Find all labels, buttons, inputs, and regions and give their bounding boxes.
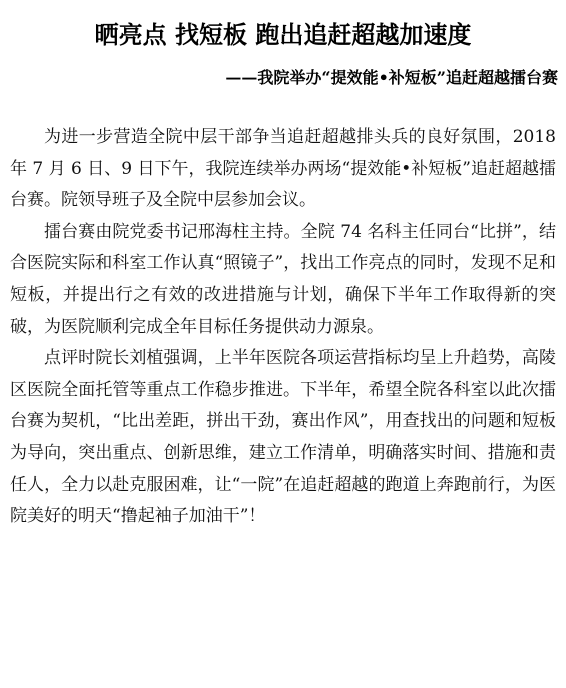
paragraph-review: 点评时院长刘植强调，上半年医院各项运营指标均呈上升趋势，高陵区医院全面托管等重点工作稳步推进。下半年，希望全院各科室以此次擂台赛为契机，“比出差距，拼出干劲，赛出作风”，用查找出的问题和短板为导向，突出重点、创新思维，建立工作清单，明确落实时间、措施和责任人，全力以赴克服困难，让“一院”在追赶超越的跑道上奔跑前行，为医院美好的明天“撸起袖子加油干”！ [10, 348, 556, 527]
article-subtitle: ——我院举办“提效能•补短板”追赶超越擂台赛 [225, 68, 558, 87]
article-title: 晒亮点 找短板 跑出追赶超越加速度 [94, 20, 472, 49]
paragraph-intro: 为进一步营造全院中层干部争当追赶超越排头兵的良好氛围，2018 年 7 月 6 日、9 日下午，我院连续举办两场“提效能•补短板”追赶超越擂台赛。院领导班子及全院中层参加会议。 [10, 127, 556, 211]
article-body [10, 122, 556, 533]
paragraph-contest: 擂台赛由院党委书记邢海柱主持。全院 74 名科主任同台“比拼”，结合医院实际和科室工作认真“照镜子”，找出工作亮点的同时，发现不足和短板，并提出行之有效的改进措施与计划，确保下半年工作取得新的突破，为医院顺利完成全年目标任务提供动力源泉。 [10, 221, 556, 337]
